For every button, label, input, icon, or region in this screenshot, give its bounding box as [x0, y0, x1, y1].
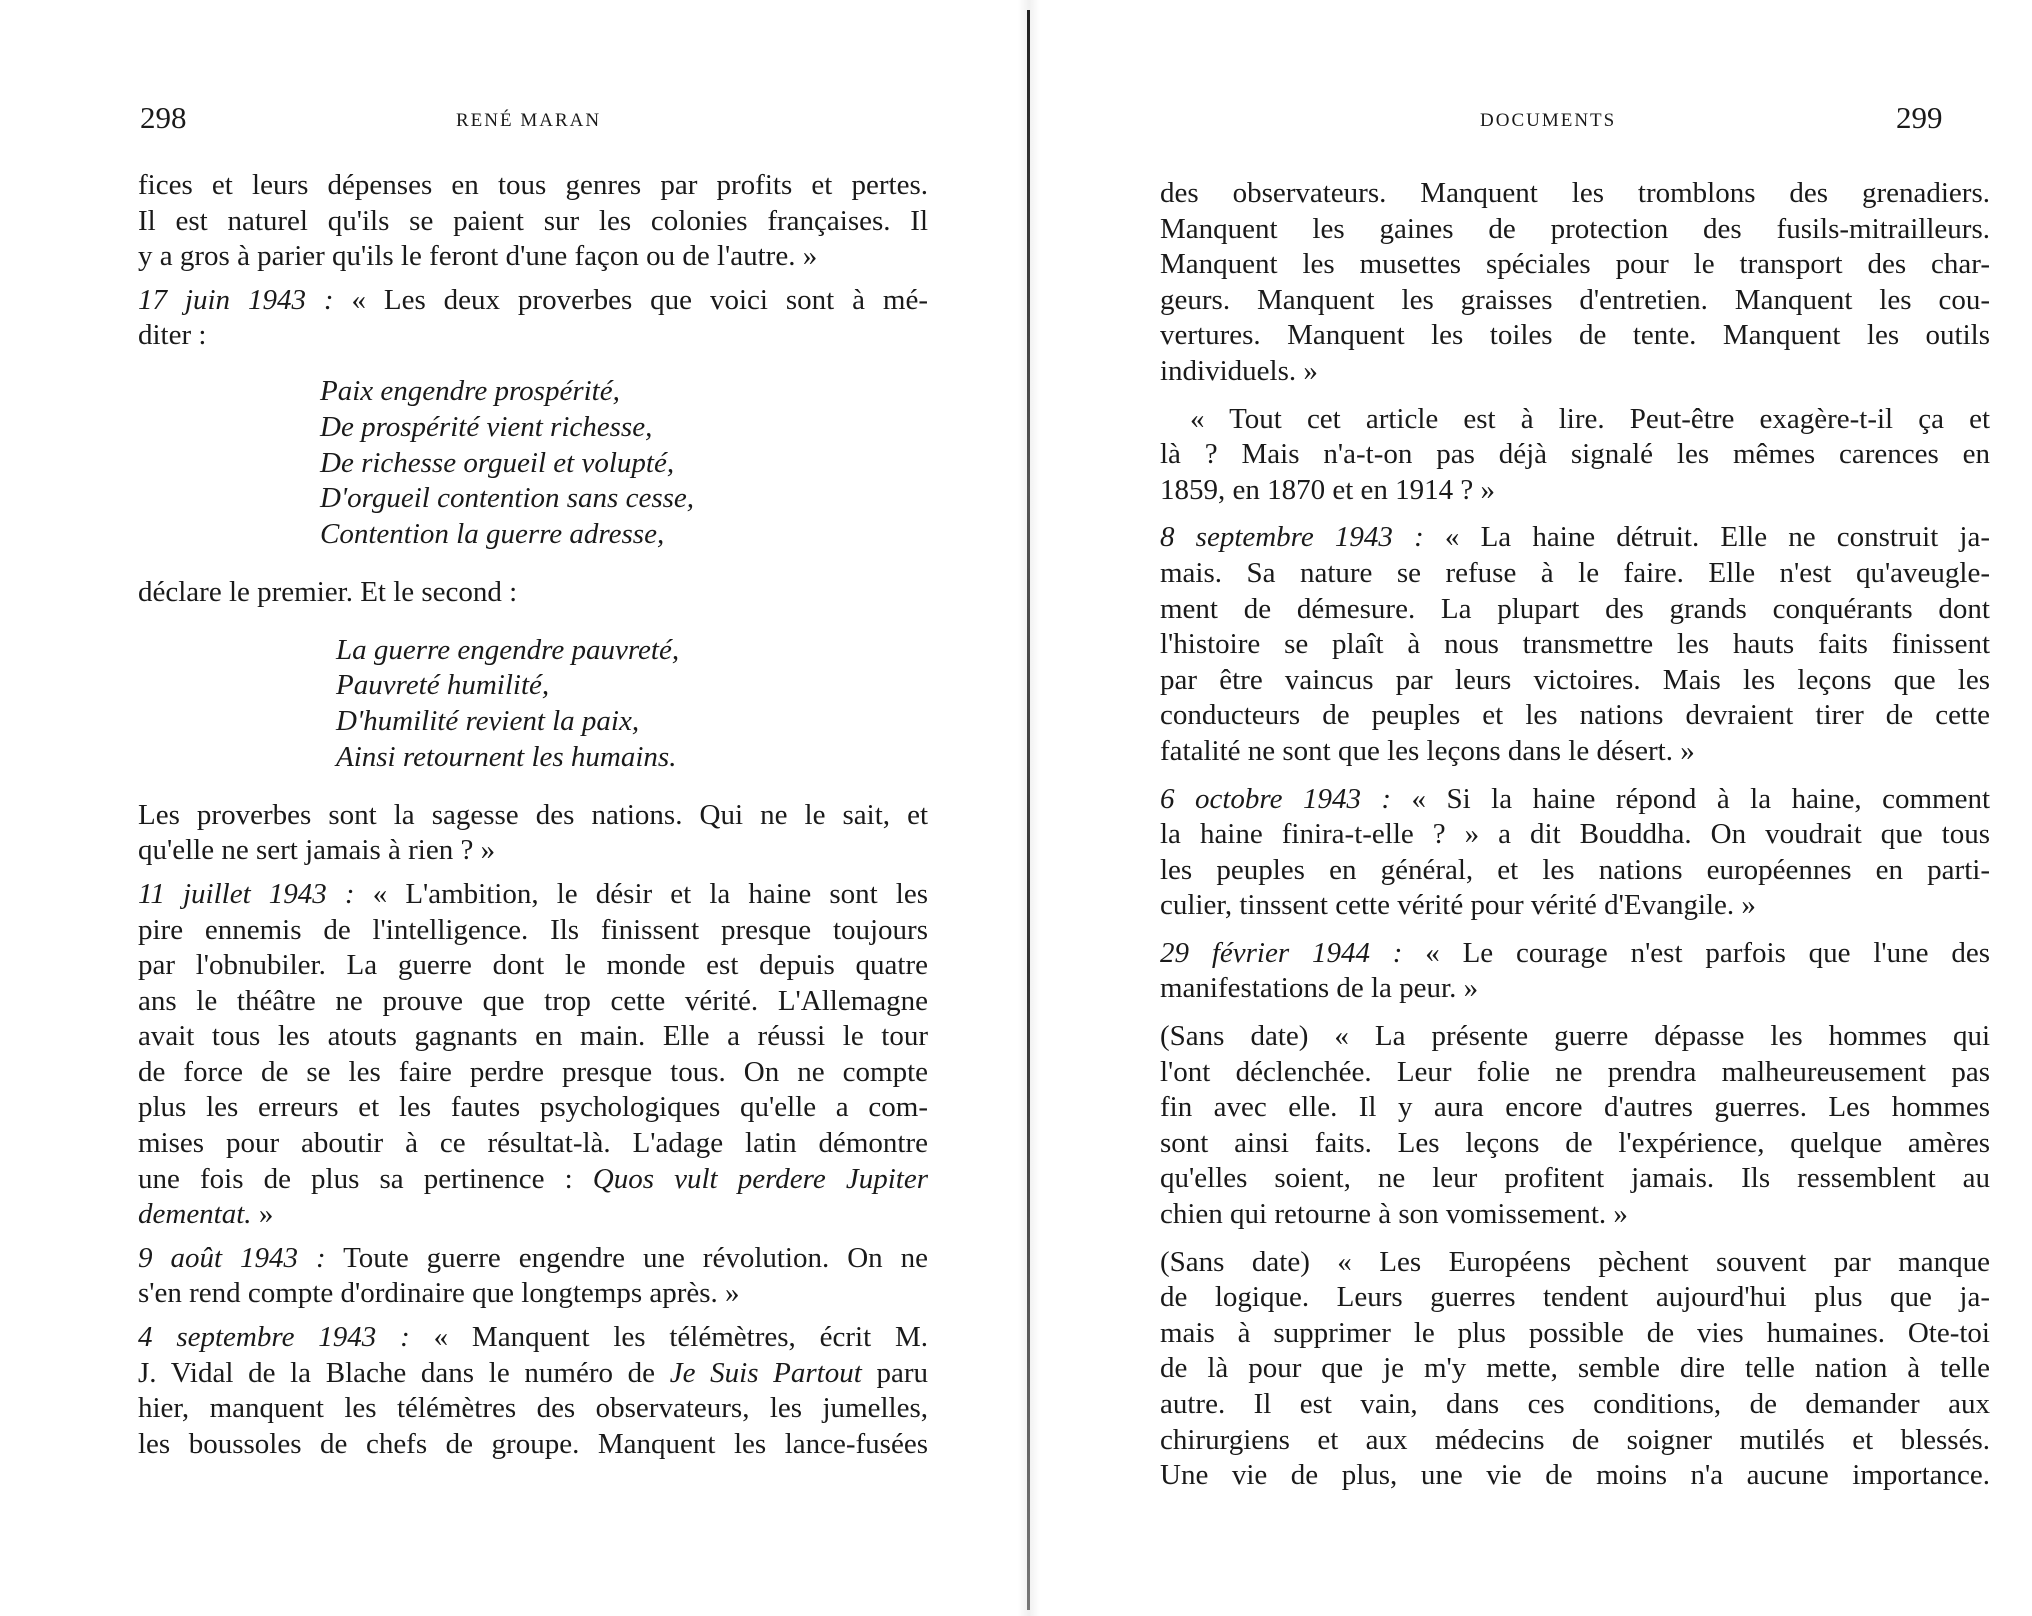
diary-entry [138, 283, 928, 354]
text-line: par l'obnubiler. La guerre dont le monde est depuis quatre [138, 949, 928, 982]
text-line: ment de démesure. La plupart des grands conquérants dont [1160, 592, 1990, 625]
text-span: Toute guerre engendre une révolution. On ne [343, 1241, 928, 1274]
text-line: les peuples en général, et les nations européennes en parti- [1160, 853, 1990, 886]
text-line: culier, tinssent cette vérité pour vérité d'Evangile. » [1160, 889, 1756, 922]
text-line: s'en rend compte d'ordinaire que longtemps après. » [138, 1277, 740, 1310]
text-span: « L'ambition, le désir et la haine sont les [372, 877, 929, 910]
text-line: diter : [138, 319, 207, 352]
diary-entry [1160, 1245, 1990, 1494]
text-line: les boussoles de chefs de groupe. Manquent les lance-fusées [138, 1427, 928, 1460]
text-span: « Les deux proverbes que voici sont à mé- [351, 283, 928, 316]
text-line [138, 1320, 928, 1356]
text-line: Manquent les gaines de protection des fusils-mitrailleurs. [1160, 212, 1990, 245]
text-line: pire ennemis de l'intelligence. Ils finissent presque toujours [138, 913, 928, 946]
diary-entry [138, 1241, 928, 1312]
text-line [138, 1356, 928, 1392]
latin-quote: dementat. [138, 1198, 252, 1231]
text-line: Manquent les musettes spéciales pour le transport des char- [1160, 248, 1990, 281]
text-line: la haine finira-t-elle ? » a dit Bouddha. On voudrait que tous [1160, 818, 1990, 851]
text-line: chirurgiens et aux médecins de soigner mutilés et blessés. [1160, 1423, 1990, 1456]
text-line: déclare le premier. Et le second : [138, 575, 518, 608]
diary-entry [1160, 782, 1990, 924]
running-head-author: RENÉ MARAN [456, 110, 602, 131]
running-head-section: DOCUMENTS [1480, 110, 1617, 131]
text-line [138, 283, 928, 319]
text-line: Une vie de plus, une vie de moins n'a aucune importance. [1160, 1459, 1990, 1492]
text-line: mais. Sa nature se refuse à le faire. Elle n'est qu'aveugle- [1160, 556, 1990, 589]
verse-line: D'orgueil contention sans cesse, [320, 482, 695, 515]
text-span: paru [876, 1356, 929, 1389]
text-line: ans le théâtre ne prouve que trop cette vérité. L'Allemagne [138, 984, 928, 1017]
right-page-body [1160, 176, 1990, 1494]
text-line [1160, 520, 1990, 556]
text-line: chien qui retourne à son vomissement. » [1160, 1198, 1628, 1231]
text-line: mises pour aboutir à ce résultat-là. L'adage latin démontre [138, 1127, 928, 1160]
entry-date: 9 août 1943 : [138, 1241, 326, 1274]
entry-date: 4 septembre 1943 : [138, 1321, 410, 1354]
text-line: individuels. » [1160, 354, 1318, 387]
paragraph [1160, 402, 1990, 509]
text-span: « Le courage n'est parfois que l'une des [1425, 936, 1990, 969]
text-line: autre. Il est vain, dans ces conditions, de demander aux [1160, 1388, 1990, 1420]
entry-date: 6 octobre 1943 : [1160, 782, 1392, 815]
text-line: (Sans date) « La présente guerre dépasse les hommes qui [1160, 1020, 1990, 1053]
proverb-verse-second [138, 633, 928, 776]
text-line [1160, 936, 1990, 972]
text-line: conducteurs de peuples et les nations devraient tirer de cette [1160, 699, 1990, 732]
verse-line: Contention la guerre adresse, [320, 518, 665, 551]
verse-line: D'humilité revient la paix, [336, 705, 640, 738]
text-line: de force de se les faire perdre presque tous. On ne compte [138, 1055, 928, 1088]
diary-entry [138, 877, 928, 1233]
latin-quote: Quos vult perdere Jupiter [592, 1162, 928, 1195]
text-line: sont ainsi faits. Les leçons de l'expérience, quelque amères [1160, 1126, 1990, 1159]
verse-line: La guerre engendre pauvreté, [336, 633, 680, 666]
text-line: mais à supprimer le plus possible de vies humaines. Ote-toi [1160, 1316, 1990, 1349]
text-line: hier, manquent les télémètres des observateurs, les jumelles, [138, 1392, 928, 1425]
text-span: « Manquent les télémètres, écrit M. [433, 1321, 928, 1354]
diary-entry [1160, 936, 1990, 1007]
diary-entry [1160, 1019, 1990, 1233]
text-line: plus les erreurs et les fautes psychologiques qu'elle a com- [138, 1091, 928, 1124]
text-span: J. Vidal de la Blache dans le numéro de [138, 1356, 656, 1389]
entry-date: 29 février 1944 : [1160, 936, 1403, 969]
paragraph [138, 575, 928, 611]
entry-date: 17 juin 1943 : [138, 283, 334, 316]
text-span: une fois de plus sa pertinence : [138, 1162, 573, 1195]
text-line: qu'elles soient, ne leur profitent jamais. Ils ressemblent au [1160, 1162, 1990, 1195]
text-line: qu'elle ne sert jamais à rien ? » [138, 834, 496, 867]
text-line [138, 1162, 928, 1198]
paragraph [138, 798, 928, 869]
newspaper-title: Je Suis Partout [669, 1356, 862, 1389]
text-line: 1859, en 1870 et en 1914 ? » [1160, 473, 1496, 506]
text-line: vertures. Manquent les toiles de tente. Manquent les outils [1160, 319, 1990, 352]
left-page-body [138, 168, 928, 1462]
text-line: des observateurs. Manquent les tromblons des grenadiers. [1160, 177, 1990, 209]
text-line: Les proverbes sont la sagesse des nations. Qui ne le sait, et [138, 798, 928, 831]
text-span: » [258, 1198, 274, 1231]
text-line: de là pour que je m'y mette, semble dire telle nation à telle [1160, 1352, 1990, 1385]
proverb-verse-first [138, 374, 928, 553]
text-line: Il est naturel qu'ils se paient sur les colonies françaises. Il [138, 204, 928, 237]
text-line: l'histoire se plaît à nous transmettre les hauts faits finissent [1160, 628, 1990, 661]
page-number-right: 299 [1896, 100, 1943, 135]
text-line: manifestations de la peur. » [1160, 972, 1479, 1005]
verse-line: Paix engendre prospérité, [320, 374, 620, 407]
entry-date: 11 juillet 1943 : [138, 877, 355, 910]
verse-line: De prospérité vient richesse, [320, 410, 653, 443]
text-span: « La haine détruit. Elle ne construit ja- [1444, 521, 1991, 554]
text-line [138, 877, 928, 913]
paragraph [1160, 176, 1990, 390]
verse-line: Ainsi retournent les humains. [336, 740, 677, 773]
text-line: « Tout cet article est à lire. Peut-être exagère-t-il ça et [1190, 402, 1990, 435]
text-line [138, 1241, 928, 1277]
diary-entry [1160, 520, 1990, 769]
text-line: fices et leurs dépenses en tous genres par profits et pertes. [138, 169, 928, 201]
text-span: « Si la haine répond à la haine, comment [1411, 782, 1990, 815]
page-number-left: 298 [140, 100, 187, 135]
text-line: l'ont déclenchée. Leur folie ne prendra malheureusement pas [1160, 1055, 1990, 1088]
right-page [1040, 0, 2032, 1616]
verse-line: De richesse orgueil et volupté, [320, 446, 675, 479]
text-line: fin avec elle. Il y aura encore d'autres guerres. Les hommes [1160, 1091, 1990, 1124]
text-line: fatalité ne sont que les leçons dans le désert. » [1160, 734, 1695, 767]
text-line: avait tous les atouts gagnants en main. Elle a réussi le tour [138, 1020, 928, 1053]
diary-entry [138, 1320, 928, 1462]
book-gutter [1027, 10, 1030, 1610]
text-line: geurs. Manquent les graisses d'entretien. Manquent les cou- [1160, 283, 1990, 316]
entry-date: 8 septembre 1943 : [1160, 521, 1424, 554]
text-line: là ? Mais n'a-t-on pas déjà signalé les mêmes carences en [1160, 438, 1990, 471]
text-line [1160, 782, 1990, 818]
text-line [138, 1197, 928, 1233]
text-line: de logique. Leurs guerres tendent aujourd'hui plus que ja- [1160, 1281, 1990, 1314]
text-line: y a gros à parier qu'ils le feront d'une façon ou de l'autre. » [138, 240, 818, 273]
text-line: par être vaincus par leurs victoires. Mais les leçons que les [1160, 663, 1990, 696]
text-line: (Sans date) « Les Européens pèchent souvent par manque [1160, 1245, 1990, 1278]
paragraph [138, 168, 928, 275]
verse-line: Pauvreté humilité, [336, 669, 550, 702]
